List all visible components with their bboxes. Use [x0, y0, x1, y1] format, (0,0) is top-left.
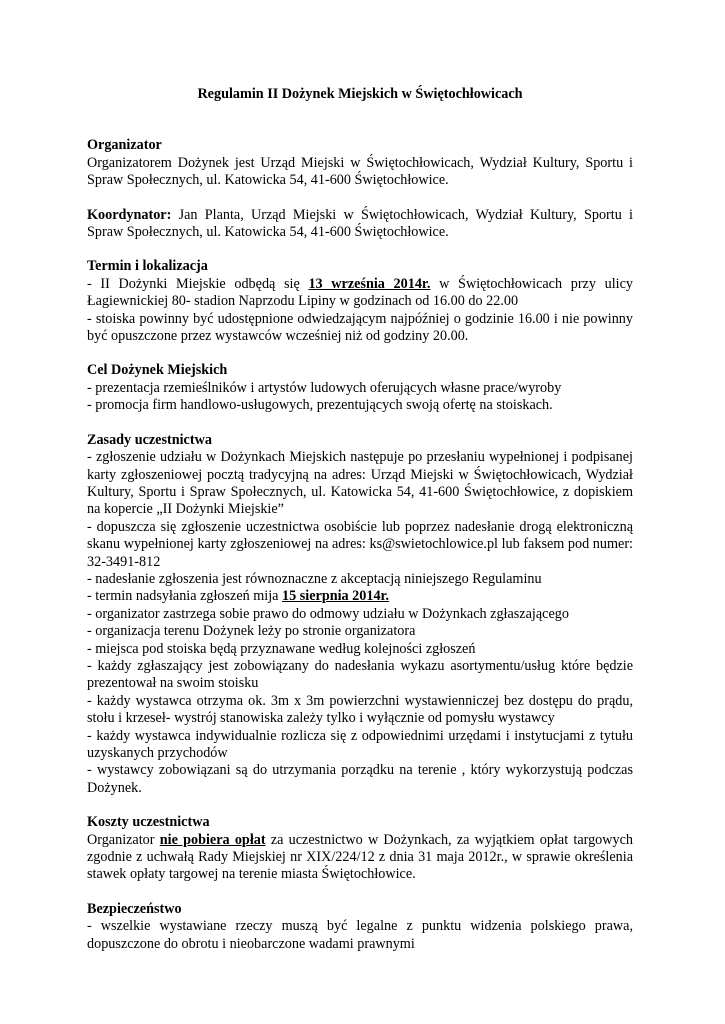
list-item: - każdy zgłaszający jest zobowiązany do nadesłania wykazu asortymentu/usług które będzie prezentował na swoim stoisku [87, 657, 633, 692]
paragraph: Organizatorem Dożynek jest Urząd Miejski w Świętochłowicach, Wydział Kultury, Sportu i Spraw Społecznych, ul. Katowicka 54, 41-600 Świętochłowice. [87, 154, 633, 189]
event-date: 13 września 2014r. [308, 275, 431, 292]
list-item: - promocja firm handlowo-usługowych, prezentujących swoją ofertę na stoiskach. [87, 397, 553, 414]
section-organizator [87, 137, 633, 189]
section-heading: Koszty uczestnictwa [87, 814, 210, 831]
list-item [87, 588, 633, 605]
section-cel [87, 362, 633, 414]
list-item: - wszelkie wystawiane rzeczy muszą być legalne z punktu widzenia polskiego prawa, dopuszczone do obrotu i nieobarczone wadami prawnymi [87, 918, 633, 952]
emphasis-text: nie pobiera opłat [159, 831, 266, 848]
list-item: - nadesłanie zgłoszenia jest równoznaczne z akceptacją niniejszego Regulaminu [87, 570, 542, 587]
paragraph [87, 832, 633, 884]
section-heading: Organizator [87, 137, 162, 154]
section-bezpieczenstwo [87, 901, 633, 953]
list-item: - zgłoszenie udziału w Dożynkach Miejskich następuje po przesłaniu wypełnionej i podpisanej karty zgłoszeniowej pocztą tradycyjną na adres: Urząd Miejski w Świętochłowicach, Wydział Kultury, Sportu i Spraw Społecznych, ul. Katowicka 54, 41-600 Świętochłowice, z dopiskiem na kopercie „II Dożynki Miejskie” [87, 449, 633, 518]
section-heading: Bezpieczeństwo [87, 900, 182, 917]
paragraph [87, 207, 633, 242]
list-item: - każdy wystawca otrzyma ok. 3m x 3m powierzchni wystawienniczej bez dostępu do prądu, stołu i krzeseł- wystrój stanowiska zależy tylko i wyłącznie od pomysłu wystawcy [87, 692, 633, 727]
list-item: - wystawcy zobowiązani są do utrzymania porządku na terenie , który wykorzystują podczas Dożynek. [87, 762, 633, 796]
deadline-date: 15 sierpnia 2014r. [282, 588, 390, 605]
section-termin [87, 258, 633, 345]
text-run: - II Dożynki Miejskie odbędą się [87, 275, 309, 292]
paragraph-text: Jan Planta, Urząd Miejski w Świętochłowicach, Wydział Kultury, Sportu i Spraw Społecznych, ul. Katowicka 54, 41-600 Świętochłowice. [87, 206, 633, 241]
list-item: - stoiska powinny być udostępnione odwiedzającym najpóźniej o godzinie 16.00 i nie powinny być opuszczone przez wystawców wcześniej niż od godziny 20.00. [87, 310, 633, 345]
section-koszty [87, 814, 633, 884]
section-heading: Cel Dożynek Miejskich [87, 362, 228, 379]
text-run: w Świętochłowicach przy ulicy Łagiewnickiej 80- stadion Naprzodu Lipiny w godzinach od 16.00 do 22.00 [87, 275, 633, 310]
list-item: - prezentacja rzemieślników i artystów ludowych oferujących własne prace/wyroby [87, 379, 562, 396]
list-item: - dopuszcza się zgłoszenie uczestnictwa osobiście lub poprzez nadesłanie drogą elektroniczną skanu wypełnionej karty zgłoszeniowej na adres: ks@swietochlowice.pl lub faksem pod numer: 32-3491-812 [87, 518, 633, 570]
inline-label: Koordynator: [87, 206, 172, 223]
text-run: - termin nadsyłania zgłoszeń mija [87, 588, 283, 605]
document-title: Regulamin II Dożynek Miejskich w Świętochłowicach [197, 86, 523, 102]
text-run: za uczestnictwo w Dożynkach, za wyjątkiem opłat targowych zgodnie z uchwałą Rady Miejskiej nr XIX/224/12 z dnia 31 maja 2012r., w sprawie określenia stawek opłaty targowej na terenie miasta Świętochłowice. [87, 831, 633, 883]
list-item: - organizacja terenu Dożynek leży po stronie organizatora [87, 623, 416, 640]
section-heading: Termin i lokalizacja [87, 258, 208, 275]
list-item: - miejsca pod stoiska będą przyznawane według kolejności zgłoszeń [87, 640, 476, 657]
section-zasady [87, 432, 633, 798]
list-item: - organizator zastrzega sobie prawo do odmowy udziału w Dożynkach zgłaszającego [87, 605, 569, 622]
list-item [87, 276, 633, 311]
list-item: - każdy wystawca indywidualnie rozlicza się z odpowiednimi urzędami i instytucjami z tytułu uzyskanych przychodów [87, 727, 633, 761]
section-koordynator [87, 207, 633, 242]
section-heading: Zasady uczestnictwa [87, 431, 212, 448]
text-run: Organizator [87, 831, 160, 848]
